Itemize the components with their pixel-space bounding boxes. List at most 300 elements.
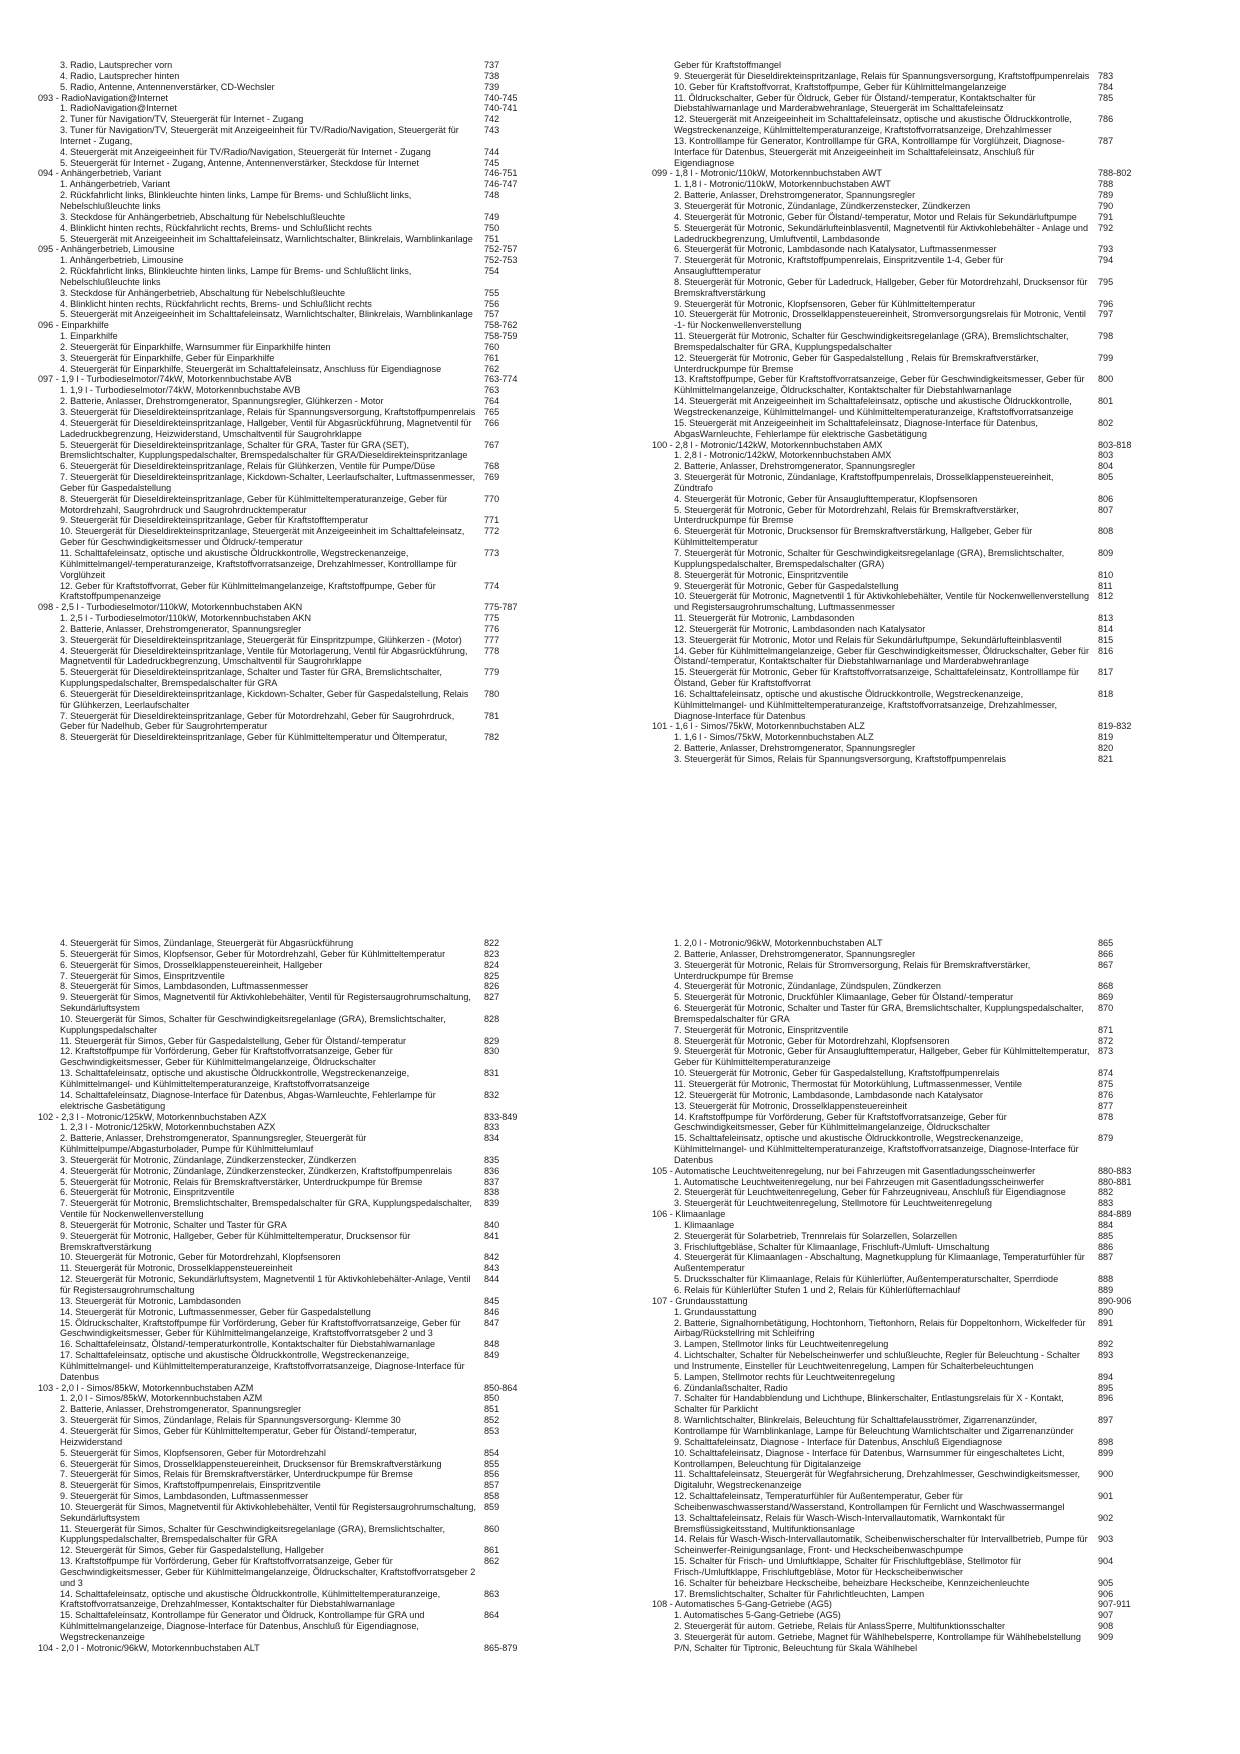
toc-entry-title: 14. Relais für Wasch-Wisch-Intervallautomatik, Scheibenwischerschalter für Intervallbetrieb, Pumpe für Scheinwerfer-Reinigungsanlage, Front- und Heckscheibenwaschpumpe <box>674 1534 1088 1556</box>
toc-entry <box>38 103 558 114</box>
toc-entry-title: 2. Batterie, Anlasser, Drehstromgenerator, Spannungsregler, Steuergerät für Kühlmittelpumpe/Abgasturbolader, Pumpe für Kühlmittelumlauf <box>60 1133 367 1155</box>
toc-entry <box>652 1003 1172 1025</box>
toc-entry-title: 2. Tuner für Navigation/TV, Steuergerät für Internet - Zugang <box>60 114 304 125</box>
toc-entry-title: 5. Steuergerät für Simos, Klopfsensor, Geber für Motordrehzahl, Geber für Kühlmitteltemperatur <box>60 948 446 959</box>
toc-entry <box>38 472 558 494</box>
toc-page-number: 803-818 <box>1098 439 1132 450</box>
toc-entry <box>38 342 558 353</box>
toc-entry-title: 2. Rückfahrlicht links, Blinkleuchte hinten links, Lampe für Brems- und Schlußlicht links, Nebelschlußleuchte links <box>60 266 412 287</box>
toc-page-number: 890 <box>1098 1306 1114 1317</box>
toc-page-number: 760 <box>484 341 500 352</box>
toc-entry-title: 10. Steuergerät für Dieseldirekteinspritzanlage, Steuergerät mit Anzeigeeinheit im Schalttafeleinsatz, Geber für Geschwindigkeitsmesser und Öldruck/-temperatur <box>60 526 465 548</box>
toc-page-number: 785 <box>1098 92 1114 103</box>
toc-page-number: 803 <box>1098 450 1114 461</box>
toc-entry-title: 5. Lampen, Stellmotor rechts für Leuchtweitenregelung <box>674 1371 895 1382</box>
toc-entry <box>38 179 558 190</box>
toc-entry-title: 093 - RadioNavigation@Internet <box>38 92 169 103</box>
toc-entry <box>652 1415 1172 1437</box>
toc-entry-title: 3. Steuergerät für Motronic, Zündanlage, Zündkerzenstecker, Zündkerzen <box>60 1154 357 1165</box>
toc-page-number: 847 <box>484 1317 500 1328</box>
toc-page-number: 857 <box>484 1480 500 1491</box>
toc-entry <box>652 461 1172 472</box>
toc-entry <box>38 266 558 288</box>
toc-page-number: 835 <box>484 1154 500 1165</box>
toc-entry-title: 10. Steuergerät für Motronic, Drosselklappensteuereinheit, Stromversorgungsrelais für Motronic, Ventil -1- für Nockenwellenverstellung <box>674 309 1086 331</box>
toc-entry <box>38 1046 558 1068</box>
toc-page-number: 895 <box>1098 1382 1114 1393</box>
toc-entry <box>38 1014 558 1036</box>
toc-entry-title: 12. Geber für Kraftstoffvorrat, Geber für Kühlmittelmangelanzeige, Kraftstoffpumpe, Geber für Kraftstoffpumpenanzeige <box>60 580 436 602</box>
toc-page-number: 779 <box>484 667 500 678</box>
toc-page-number: 833 <box>484 1122 500 1133</box>
toc-entry <box>38 548 558 581</box>
toc-page-number: 794 <box>1098 255 1114 266</box>
toc-entry <box>652 309 1172 331</box>
toc-page-number: 817 <box>1098 667 1114 678</box>
toc-page-number: 880-883 <box>1098 1165 1132 1176</box>
toc-entry-title: 4. Steuergerät für Motronic, Zündanlage, Zündkerzenstecker, Zündkerzen, Kraftstoffpumpenrelais <box>60 1165 453 1176</box>
toc-page-number: 787 <box>1098 135 1114 146</box>
toc-page-number: 763 <box>484 385 500 396</box>
toc-page-number: 870 <box>1098 1003 1114 1014</box>
toc-entry <box>652 613 1172 624</box>
toc-page-number: 889 <box>1098 1285 1114 1295</box>
toc-page-number: 801 <box>1098 396 1114 407</box>
toc-page-number: 903 <box>1098 1534 1114 1545</box>
toc-entry <box>652 505 1172 527</box>
toc-entry <box>38 1090 558 1112</box>
toc-entry-title: 1. 1,8 l - Motronic/110kW, Motorkennbuchstaben AWT <box>674 179 891 190</box>
toc-entry-title: 16. Schalttafeleinsatz, Ölstand/-temperaturkontrolle, Kontaktschalter für Diebstahlwarnanlage <box>60 1339 436 1350</box>
toc-entry-title: 3. Steuergerät für Dieseldirekteinspritzanlage, Relais für Spannungsversorgung, Kraftstoffpumpenrelais <box>60 407 476 417</box>
toc-entry-title: 11. Schalttafeleinsatz, optische und akustische Öldruckkontrolle, Wegstreckenanzeige, Kühlmittelmangel/-temperaturanzeige, Kraftstoffvorratsanzeige, Drehzahlmesser, Kontrolllampe für Vorglühzeit <box>60 547 457 580</box>
toc-entry <box>38 1556 558 1589</box>
toc-page-number: 858 <box>484 1491 500 1502</box>
toc-entry <box>38 223 558 234</box>
toc-entry-title: 4. Steuergerät mit Anzeigeeinheit für TV/Radio/Navigation, Steuergerät für Internet - Zugang <box>60 146 431 157</box>
toc-entry-title: 11. Steuergerät für Simos, Geber für Gaspedalstellung, Geber für Ölstand/-temperatur <box>60 1035 407 1046</box>
toc-entry <box>652 1036 1172 1047</box>
toc-entry <box>652 548 1172 570</box>
toc-section-heading <box>38 602 558 613</box>
toc-page-number: 855 <box>484 1458 500 1469</box>
toc-page-number: 820 <box>1098 743 1114 754</box>
toc-entry-title: 7. Steuergerät für Motronic, Einspritzventile <box>674 1024 849 1035</box>
toc-entry-title: 15. Steuergerät mit Anzeigeeinheit im Schalttafeleinsatz, Diagnose-Interface für Datenbus, AbgasWarnleuchte, Fehlerlampe für elektrische Gasbetätigung <box>674 417 1038 439</box>
toc-page-number: 884-889 <box>1098 1209 1132 1220</box>
toc-page-number: 874 <box>1098 1068 1114 1079</box>
toc-entry-title: 14. Schalttafeleinsatz, optische und akustische Öldruckkontrolle, Kühlmitteltemperaturanzeige, Kraftstoffvorratsanzeige, Drehzahlmesser, Kontaktschalter für Diebstahlwarnanlage <box>60 1588 441 1610</box>
toc-entry-title: 13. Steuergerät für Motronic, Motor und Relais für Sekundärluftpumpe, Sekundärlufteinblasventil <box>674 634 1062 645</box>
toc-entry <box>652 754 1172 765</box>
toc-page-number: 848 <box>484 1339 500 1350</box>
toc-entry-title: 14. Kraftstoffpumpe für Vorförderung, Geber für Kraftstoffvorratsanzeige, Geber für Geschwindigkeitsmesser, Geber für Kühlmittelmangelanzeige, Öldruckschalter <box>674 1111 1007 1133</box>
toc-section-heading <box>38 1383 558 1394</box>
toc-entry <box>38 1318 558 1340</box>
toc-entry <box>38 1589 558 1611</box>
toc-page-number: 879 <box>1098 1133 1114 1144</box>
toc-page-number: 890-906 <box>1098 1295 1132 1306</box>
toc-page-number: 850-864 <box>484 1382 518 1393</box>
toc-entry-title: 8. Steuergerät für Simos, Lambdasonden, Luftmassenmesser <box>60 981 309 992</box>
toc-entry-title: 11. Steuergerät für Simos, Schalter für Geschwindigkeitsregelanlage (GRA), Bremslichtschalter, Kupplungspedalschalter, Bremspedalschalter für GRA <box>60 1523 445 1545</box>
toc-entry <box>38 114 558 125</box>
toc-entry <box>652 1513 1172 1535</box>
toc-page-number: 744 <box>484 146 500 157</box>
toc-entry-title: 4. Radio, Lautsprecher hinten <box>60 70 180 81</box>
toc-entry <box>38 461 558 472</box>
toc-page-number: 880-881 <box>1098 1176 1132 1187</box>
toc-page-number: 830 <box>484 1046 500 1057</box>
toc-page-number: 737 <box>484 60 500 70</box>
toc-entry <box>652 1534 1172 1556</box>
toc-entry <box>38 1187 558 1198</box>
toc-entry <box>652 1068 1172 1079</box>
toc-entry <box>38 635 558 646</box>
toc-entry-title: 5. Steuergerät für Motronic, Druckfühler Klimaanlage, Geber für Ölstand/-temperatur <box>674 992 1014 1003</box>
toc-entry <box>652 667 1172 689</box>
toc-entry-title: 9. Steuergerät für Motronic, Klopfsensoren, Geber für Kühlmitteltemperatur <box>674 298 976 309</box>
toc-entry-title: 5. Steuergerät mit Anzeigeeinheit im Schalttafeleinsatz, Warnlichtschalter, Blinkrelais, Warnblinkanlage <box>60 233 473 244</box>
toc-entry-title: 1. Grundausstattung <box>674 1306 757 1317</box>
toc-entry-title: 3. Steckdose für Anhängerbetrieb, Abschaltung für Nebelschlußleuchte <box>60 211 346 222</box>
toc-entry-title: 10. Geber für Kraftstoffvorrat, Kraftstoffpumpe, Geber für Kühlmittelmangelanzeige <box>674 81 1007 92</box>
toc-entry-title: 107 - Grundausstattung <box>652 1295 748 1306</box>
toc-page-number: 775-787 <box>484 602 518 613</box>
toc-entry-title: 108 - Automatisches 5-Gang-Getriebe (AG5) <box>652 1599 832 1610</box>
toc-entry-title: 1. 2,0 l - Simos/85kW, Motorkennbuchstaben AZM <box>60 1393 263 1404</box>
toc-page-number: 823 <box>484 948 500 959</box>
toc-page-number: 904 <box>1098 1556 1114 1567</box>
toc-entry <box>38 1036 558 1047</box>
toc-entry-title: 12. Steuergerät für Motronic, Lambdasonden nach Katalysator <box>674 623 926 634</box>
toc-entry <box>38 992 558 1014</box>
toc-entry <box>652 981 1172 992</box>
toc-entry-title: 10. Steuergerät für Motronic, Magnetventil 1 für Aktivkohlebehälter, Ventile für Nockenwellenverstellung und Registersaugrohrumschaltung, Luftmassenmesser <box>674 591 1090 613</box>
toc-entry <box>652 190 1172 201</box>
toc-entry-title: 4. Lichtschalter, Schalter für Nebelscheinwerfer und schlußleuchte, Regler für Beleuchtung - Schalter und Instrumente, Einsteller für Leuchtweitenregelung, Lampen für Schalterbeleuchtungen <box>674 1350 1080 1371</box>
toc-entry-title: 3. Steuergerät für Simos, Zündanlage, Relais für Spannungsversorgung- Klemme 30 <box>60 1415 401 1426</box>
toc-entry-title: 2. Batterie, Anlasser, Drehstromgenerator, Spannungsregler, Glühkerzen - Motor <box>60 396 384 407</box>
toc-entry <box>38 1459 558 1470</box>
toc-entry-title: 12. Steuergerät für Motronic, Sekundärluftsystem, Magnetventil 1 für Aktivkohlebehälter-Anlage, Ventil für Registersaugrohrumschaltung <box>60 1274 471 1295</box>
toc-page-number: 773 <box>484 547 500 558</box>
toc-page-number: 782 <box>484 732 500 743</box>
toc-page-number: 845 <box>484 1295 500 1306</box>
toc-entry-title: 3. Steuergerät für Leuchtweitenregelung, Stellmotore für Leuchtweitenregelung <box>674 1198 992 1209</box>
toc-page-number: 866 <box>1098 948 1114 959</box>
toc-page-number: 894 <box>1098 1371 1114 1382</box>
toc-entry-title: 5. Steuergerät für Dieseldirekteinspritzanlage, Schalter für GRA, Taster für GRA (SET), Bremslichtschalter, Kupplungspedalschalter, Bremspedalschalter für GRA/Dieseldirekteinspritzanlage <box>60 439 468 461</box>
toc-entry <box>652 992 1172 1003</box>
toc-page-number: 826 <box>484 981 500 992</box>
toc-page-number: 842 <box>484 1252 500 1263</box>
toc-entry <box>38 396 558 407</box>
toc-entry <box>38 646 558 668</box>
toc-page-number: 900 <box>1098 1469 1114 1480</box>
toc-entry <box>652 1383 1172 1394</box>
toc-entry <box>38 1415 558 1426</box>
toc-entry-title: 8. Warnlichtschalter, Blinkrelais, Beleuchtung für Schalttafelausströmer, Zigarrenanzünder, Kontrollampe für Warnblinkanlage, Lampe für Beleuchtung Warnlichtschalter und Zigarrenanzünder <box>674 1415 1074 1436</box>
toc-entry <box>38 1166 558 1177</box>
toc-page-number: 767 <box>484 439 500 450</box>
toc-entry-title: 15. Steuergerät für Motronic, Geber für Kraftstoffvorratsanzeige, Schalttafeleinsatz, Kontrolllampe für Ölstand, Geber für Kraftstoffvorrat <box>674 667 1080 689</box>
toc-entry <box>652 472 1172 494</box>
toc-page-number: 862 <box>484 1556 500 1567</box>
toc-page-number: 758-762 <box>484 320 518 331</box>
toc-entry-title: 8. Steuergerät für Motronic, Geber für Motordrehzahl, Klopfsensoren <box>674 1035 950 1046</box>
toc-entry <box>38 1231 558 1253</box>
toc-entry <box>38 526 558 548</box>
toc-entry <box>38 309 558 320</box>
toc-entry-title: 9. Steuergerät für Motronic, Hallgeber, Geber für Kühlmitteltemperatur, Drucksensor für Bremskraftverstärkung <box>60 1230 411 1252</box>
toc-entry-title: 12. Steuergerät für Motronic, Lambdasonde, Lambdasonde nach Katalysator <box>674 1089 983 1100</box>
toc-entry <box>38 125 558 147</box>
toc-entry-title: 16. Schalttafeleinsatz, optische und akustische Öldruckkontrolle, Wegstreckenanzeige, Kühlmittelmangel- und Kühlmitteltemperaturanzeige, Kraftstoffvorratsanzeige, Drehzahlmesser, Diagnose-Interface für Datenbus <box>674 688 1057 721</box>
toc-entry <box>38 1122 558 1133</box>
toc-entry-title: 6. Steuergerät für Motronic, Drucksensor für Bremskraftverstärkung, Hallgeber, Geber für Kühlmitteltemperatur <box>674 526 1033 548</box>
toc-section-heading <box>38 320 558 331</box>
toc-page-number: 808 <box>1098 526 1114 537</box>
toc-entry-title: 13. Schalttafeleinsatz, optische und akustische Öldruckkontrolle, Wegstreckenanzeige, Kühlmittelmangel- und Kühlmitteltemperaturanzeige, Kraftstoffvorratsanzeige <box>60 1068 410 1089</box>
toc-page-number: 746-747 <box>484 179 518 190</box>
toc-page-number: 897 <box>1098 1415 1114 1426</box>
toc-entry-title: 1. Automatisches 5-Gang-Getriebe (AG5) <box>674 1610 841 1621</box>
toc-entry-title: 9. Steuergerät für Motronic, Geber für Gaspedalstellung <box>674 580 899 591</box>
toc-page-number: 764 <box>484 396 500 407</box>
toc-page-number: 771 <box>484 515 500 526</box>
toc-entry <box>38 689 558 711</box>
toc-entry <box>652 331 1172 353</box>
toc-entry <box>652 624 1172 635</box>
toc-page-number: 769 <box>484 472 500 483</box>
toc-entry <box>652 743 1172 754</box>
toc-entry-title: 3. Radio, Lautsprecher vorn <box>60 60 173 70</box>
toc-page-number: 804 <box>1098 461 1114 472</box>
toc-entry-title: 101 - 1,6 l - Simos/75kW, Motorkennbuchstaben ALZ <box>652 721 865 732</box>
toc-entry <box>38 1448 558 1459</box>
toc-entry-title: 14. Schalttafeleinsatz, Diagnose-Interface für Datenbus, Abgas-Warnleuchte, Fehlerlampe für elektrische Gasbetätigung <box>60 1089 436 1111</box>
toc-page-number: 746-751 <box>484 168 518 179</box>
toc-entry-title: 1. Klimaanlage <box>674 1219 735 1230</box>
toc-entry-title: 2. Batterie, Anlasser, Drehstromgenerator, Spannungsregler <box>674 743 916 754</box>
toc-entry <box>652 1112 1172 1134</box>
toc-page-number: 887 <box>1098 1252 1114 1263</box>
toc-entry <box>38 949 558 960</box>
toc-page-number: 819 <box>1098 732 1114 743</box>
toc-entry-title: 9. Steuergerät für Dieseldirekteinspritzanlage, Geber für Kraftstofftemperatur <box>60 515 369 526</box>
toc-entry-title: 3. Steuergerät für Dieseldirekteinspritzanlage, Steuergerät für Einspritzpumpe, Glühkerzen - (Motor) <box>60 634 462 645</box>
toc-entry-title: 10. Steuergerät für Simos, Schalter für Geschwindigkeitsregelanlage (GRA), Bremslichtschalter, Kupplungspedalschalter <box>60 1013 446 1035</box>
toc-entry <box>38 288 558 299</box>
toc-entry <box>38 353 558 364</box>
toc-entry-title: 6. Relais für Kühlerlüfter Stufen 1 und 2, Relais für Kühlerlüfternachlauf <box>674 1285 961 1295</box>
toc-entry-title: 3. Steuergerät für Motronic, Relais für Stromversorgung, Relais für Bremskraftverstärker, Unterdruckpumpe für Bremse <box>674 959 1031 981</box>
toc-page-number: 893 <box>1098 1350 1114 1361</box>
toc-list <box>652 60 1172 765</box>
toc-page-number: 839 <box>484 1198 500 1209</box>
toc-entry <box>38 515 558 526</box>
toc-page-number: 863 <box>484 1588 500 1599</box>
toc-section-heading <box>38 1112 558 1123</box>
toc-entry <box>38 494 558 516</box>
toc-entry-title: 3. Tuner für Navigation/TV, Steuergerät mit Anzeigeeinheit für TV/Radio/Navigation, Steuergerät für Internet - Zugang, <box>60 125 459 146</box>
toc-entry-title: 12. Steuergerät für Motronic, Geber für Gaspedalstellung , Relais für Bremskraftverstärker, Unterdruckpumpe für Bremse <box>674 352 1039 374</box>
toc-page-number: 869 <box>1098 992 1114 1003</box>
toc-page-number: 776 <box>484 623 500 634</box>
toc-page-number: 865-879 <box>484 1642 518 1653</box>
toc-page-number: 796 <box>1098 298 1114 309</box>
toc-entry-title: 5. Steuergerät für Motronic, Geber für Motordrehzahl, Relais für Bremskraftverstärker, Unterdruckpumpe für Bremse <box>674 504 1019 526</box>
toc-section-heading <box>38 93 558 104</box>
toc-page-number: 821 <box>1098 754 1114 764</box>
toc-entry-title: 3. Steuergerät für Motronic, Zündanlage, Kraftstoffpumpenrelais, Drosselklappensteuereinheit, Zündtrafo <box>674 472 1054 493</box>
toc-page-number: 812 <box>1098 591 1114 602</box>
toc-column-top-right <box>652 60 1172 765</box>
toc-section-heading <box>652 1599 1172 1610</box>
toc-page-number: 850 <box>484 1393 500 1404</box>
toc-page-number: 813 <box>1098 613 1114 624</box>
toc-page-number: 884 <box>1098 1219 1114 1230</box>
toc-entry <box>38 299 558 310</box>
toc-page-number: 846 <box>484 1306 500 1317</box>
toc-entry-title: 1. 1,6 l - Simos/75kW, Motorkennbuchstaben ALZ <box>674 732 874 743</box>
toc-entry-title: 7. Steuergerät für Simos, Einspritzventile <box>60 970 225 981</box>
toc-entry <box>652 1469 1172 1491</box>
toc-section-heading <box>38 244 558 255</box>
toc-entry <box>38 1177 558 1188</box>
toc-entry-title: 7. Steuergerät für Simos, Relais für Bremskraftverstärker, Unterdruckpumpe für Bremse <box>60 1469 413 1480</box>
toc-page-number: 799 <box>1098 352 1114 363</box>
toc-entry <box>38 190 558 212</box>
toc-entry-title: 9. Steuergerät für Motronic, Geber für Ansauglufttemperatur, Hallgeber, Geber für Kühlmitteltemperatur, Geber für Kühlmitteltemperaturanzeige <box>674 1046 1090 1068</box>
toc-entry-title: 3. Steuergerät für Einparkhilfe, Geber für Einparkhilfe <box>60 352 275 363</box>
toc-entry <box>38 1307 558 1318</box>
toc-entry <box>38 1339 558 1350</box>
toc-list <box>38 938 558 1654</box>
toc-entry-title: 2. Steuergerät für Solarbetrieb, Trennrelais für Solarzellen, Solarzellen <box>674 1230 958 1241</box>
toc-page-number: 792 <box>1098 222 1114 233</box>
toc-entry <box>38 1296 558 1307</box>
toc-page-number: 788-802 <box>1098 168 1132 179</box>
toc-page-number: 819-832 <box>1098 721 1132 732</box>
toc-page-number: 763-774 <box>484 374 518 385</box>
toc-entry-title: 3. Steuergerät für Simos, Relais für Spannungsversorgung, Kraftstoffpumpenrelais <box>674 754 1006 764</box>
toc-entry <box>652 494 1172 505</box>
toc-entry-title: 11. Steuergerät für Motronic, Lambdasonden <box>674 613 855 624</box>
toc-page-number: 878 <box>1098 1111 1114 1122</box>
toc-entry-title: 2. Batterie, Anlasser, Drehstromgenerator, Spannungsregler <box>674 461 916 472</box>
toc-entry <box>652 570 1172 581</box>
toc-section-heading <box>652 440 1172 451</box>
toc-entry <box>652 450 1172 461</box>
toc-page-number: 864 <box>484 1610 500 1621</box>
toc-page-number: 800 <box>1098 374 1114 385</box>
toc-entry <box>38 1220 558 1231</box>
toc-page-number: 834 <box>484 1133 500 1144</box>
toc-entry-title: 8. Steuergerät für Motronic, Geber für Ladedruck, Hallgeber, Geber für Motordrehzahl, Drucksensor für Bremskraftverstärkung <box>674 276 1088 298</box>
toc-entry <box>652 1307 1172 1318</box>
toc-entry <box>38 364 558 375</box>
toc-entry-title: 17. Schalttafeleinsatz, optische und akustische Öldruckkontrolle, Wegstreckenanzeige, Kühlmittelmangel- und Kühlmitteltemperaturanzeige, Kraftstoffvorratsanzeige, Diagnose-Interface für Datenbus <box>60 1350 465 1382</box>
toc-page-number: 853 <box>484 1425 500 1436</box>
toc-entry <box>652 418 1172 440</box>
toc-entry <box>38 1155 558 1166</box>
toc-entry-title: 12. Kraftstoffpumpe für Vorförderung, Geber für Kraftstoffvorratsanzeige, Geber für Geschwindigkeitsmesser, Geber für Kühlmittelmangelanzeige, Öldruckschalter <box>60 1046 393 1068</box>
toc-page-number: 833-849 <box>484 1111 518 1122</box>
toc-entry-title: 17. Bremslichtschalter, Schalter für Fahrlichtleuchten, Lampen <box>674 1588 925 1599</box>
toc-entry-title: 095 - Anhängerbetrieb, Limousine <box>38 244 175 255</box>
toc-entry-title: 14. Steuergerät mit Anzeigeeinheit im Schalttafeleinsatz, optische und akustische Öldruckkontrolle, Wegstreckenanzeige, Kühlmittelmangel- und Kühlmitteltemperaturanzeige, Kraftstoffvorratsanzeige <box>674 396 1074 417</box>
toc-page-number: 766 <box>484 417 500 428</box>
toc-page-number: 774 <box>484 580 500 591</box>
toc-entry <box>652 1448 1172 1470</box>
toc-entry <box>38 440 558 462</box>
toc-page-number: 795 <box>1098 276 1114 287</box>
toc-page-number: 886 <box>1098 1241 1114 1252</box>
toc-page-number: 840 <box>484 1219 500 1230</box>
toc-entry-title: 12. Steuergerät für Simos, Geber für Gaspedalstellung, Hallgeber <box>60 1545 324 1556</box>
toc-entry <box>652 1372 1172 1383</box>
toc-page-number: 778 <box>484 645 500 656</box>
toc-page-number: 770 <box>484 493 500 504</box>
toc-page-number: 816 <box>1098 645 1114 656</box>
toc-entry <box>652 93 1172 115</box>
toc-entry <box>652 1046 1172 1068</box>
toc-entry <box>38 1480 558 1491</box>
toc-page-number: 837 <box>484 1176 500 1187</box>
toc-page-number: 789 <box>1098 190 1114 201</box>
toc-entry <box>38 624 558 635</box>
toc-entry-title: 4. Steuergerät für Simos, Zündanlage, Steuergerät für Abgasrückführung <box>60 938 354 948</box>
toc-entry <box>38 1491 558 1502</box>
toc-entry <box>38 667 558 689</box>
toc-page-number: 809 <box>1098 547 1114 558</box>
toc-entry <box>652 255 1172 277</box>
toc-entry-title: 4. Steuergerät für Dieseldirekteinspritzanlage, Ventile für Motorlagerung, Ventil für Abgasrückführung, Magnetventil für Ladedruckbegrenzung, Umschaltventil für Saugrohrklappe <box>60 645 468 667</box>
toc-entry <box>38 407 558 418</box>
toc-page-number: 818 <box>1098 688 1114 699</box>
toc-entry <box>652 82 1172 93</box>
toc-entry <box>652 1187 1172 1198</box>
toc-entry <box>652 526 1172 548</box>
toc-page-number: 873 <box>1098 1046 1114 1057</box>
toc-entry-title: 4. Steuergerät für Simos, Geber für Kühlmitteltemperatur, Geber für Ölstand/-temperatur, Heizwiderstand <box>60 1425 417 1447</box>
toc-entry <box>38 60 558 71</box>
toc-entry-title: 11. Steuergerät für Motronic, Schalter für Geschwindigkeitsregelanlage (GRA), Bremslichtschalter, Bremspedalschalter für GRA, Kupplungspedalschalter <box>674 331 1069 352</box>
toc-page-number: 780 <box>484 688 500 699</box>
toc-entry <box>38 1610 558 1643</box>
toc-entry-title: 4. Steuergerät für Einparkhilfe, Steuergerät im Schalttafeleinsatz, Anschluss für Eigendiagnose <box>60 363 442 374</box>
toc-page-number: 761 <box>484 352 500 363</box>
toc-entry-title: 2. Batterie, Anlasser, Drehstromgenerator, Spannungsregler <box>60 623 302 634</box>
toc-page-number: 802 <box>1098 417 1114 428</box>
toc-entry-title: 4. Steuergerät für Motronic, Zündanlage, Zündspulen, Zündkerzen <box>674 981 941 992</box>
toc-entry-title: 4. Steuergerät für Klimaanlagen - Abschaltung, Magnetkupplung für Klimaanlage, Temperaturfühler für Außentemperatur <box>674 1252 1085 1274</box>
toc-page-number: 871 <box>1098 1024 1114 1035</box>
toc-section-heading <box>38 1643 558 1654</box>
toc-entry-title: 11. Steuergerät für Motronic, Thermostat für Motorkühlung, Luftmassenmesser, Ventile <box>674 1078 1022 1089</box>
toc-entry <box>652 1350 1172 1372</box>
toc-page-number: 865 <box>1098 938 1114 948</box>
toc-entry-title: 1. 2,0 l - Motronic/96kW, Motorkennbuchstaben ALT <box>674 938 883 948</box>
toc-entry <box>652 1621 1172 1632</box>
toc-entry-title: 14. Steuergerät für Motronic, Luftmassenmesser, Geber für Gaspedalstellung <box>60 1306 371 1317</box>
toc-entry-title: 15. Schalttafeleinsatz, optische und akustische Öldruckkontrolle, Wegstreckenanzeige, Kühlmittelmangel- und Kühlmitteltemperaturanzeige, Kraftstoffvorratsanzeige, Diagnose-Interface für Datenbus <box>674 1133 1079 1165</box>
toc-section-heading <box>38 168 558 179</box>
toc-entry <box>652 374 1172 396</box>
toc-page-number: 765 <box>484 407 500 417</box>
